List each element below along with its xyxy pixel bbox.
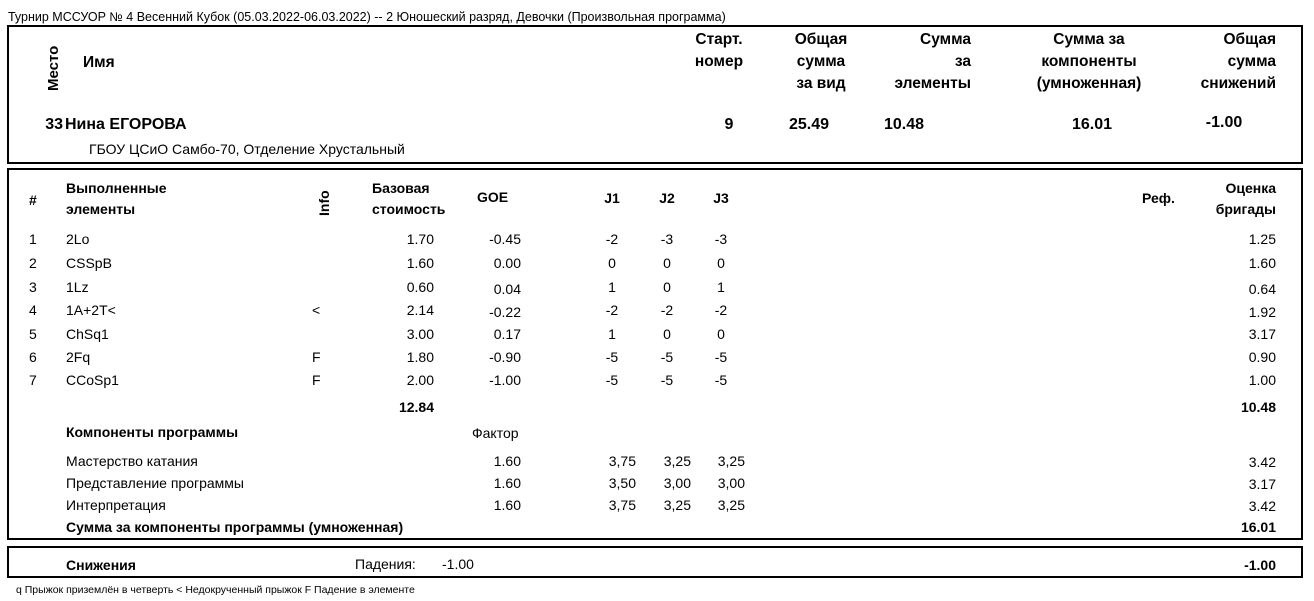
total-deductions-header: Общая сумма снижений: [1200, 31, 1276, 92]
falls-value: -1.00: [442, 556, 474, 572]
element-name: 2Lo: [66, 231, 90, 247]
component-factor: 1.60: [493, 453, 521, 469]
j2-header: J2: [659, 190, 675, 206]
element-goe: -0.22: [489, 304, 521, 320]
element-j3: 0: [717, 255, 725, 271]
element-name: CSSpB: [66, 255, 112, 271]
element-j3: 1: [717, 279, 725, 295]
component-name: Интерпретация: [66, 497, 166, 513]
element-score: 0.90: [1248, 349, 1276, 365]
element-goe: 0.17: [493, 326, 521, 342]
elements-score-total: 10.48: [1240, 399, 1276, 415]
element-j1: -2: [605, 231, 619, 247]
components-header: Компоненты программы: [66, 424, 239, 440]
element-j1: -5: [605, 372, 619, 388]
elements-base-total: 12.84: [398, 399, 434, 415]
competition-title: Турнир МССУОР № 4 Весенний Кубок (05.03.2022-06.03.2022) -- 2 Юношеский разряд, Девочки (Произвольная программа): [8, 10, 726, 24]
skater-start-no: 9: [724, 116, 734, 133]
element-score: 0.64: [1248, 281, 1276, 297]
name-header: Имя: [83, 54, 115, 71]
element-j2: 0: [663, 255, 671, 271]
element-num: 4: [29, 302, 37, 318]
elements-header: Выполненные элементы: [66, 180, 167, 217]
element-goe: -0.90: [489, 349, 521, 365]
skater-place: 33: [45, 116, 63, 133]
element-base: 3.00: [406, 326, 434, 342]
element-score: 3.17: [1248, 326, 1276, 342]
skater-name: Нина ЕГОРОВА: [65, 116, 187, 133]
component-j2: 3,25: [663, 497, 691, 513]
element-base: 1.70: [406, 231, 434, 247]
element-num: 6: [29, 349, 37, 365]
element-base: 2.00: [406, 372, 434, 388]
element-score: 1.92: [1248, 304, 1276, 320]
component-factor: 1.60: [493, 475, 521, 491]
element-j3: 0: [717, 326, 725, 342]
component-j3: 3,25: [717, 453, 745, 469]
total-components-header: Сумма за компоненты (умноженная): [1036, 31, 1142, 92]
element-base: 1.80: [406, 349, 434, 365]
element-name: 1A+2T<: [66, 302, 116, 318]
place-header: Место: [45, 45, 62, 91]
start-no-header: Старт. номер: [694, 31, 744, 70]
element-name: CCoSp1: [66, 372, 119, 388]
element-j1: 0: [608, 255, 616, 271]
element-score: 1.60: [1248, 255, 1276, 271]
element-base: 1.60: [406, 255, 434, 271]
skater-club: ГБОУ ЦСиО Самбо-70, Отделение Хрустальный: [89, 141, 405, 157]
details-box: [7, 168, 1303, 540]
goe-header: GOE: [477, 189, 509, 205]
components-total-score: 16.01: [1240, 519, 1276, 535]
element-j2: -5: [660, 349, 674, 365]
components-total-label: Сумма за компоненты программы (умноженная): [66, 519, 404, 535]
element-j2: -3: [660, 231, 674, 247]
element-goe: 0.00: [493, 255, 521, 271]
component-score: 3.42: [1248, 454, 1276, 470]
element-j1: 1: [608, 326, 616, 342]
component-j1: 3,50: [608, 475, 636, 491]
component-j3: 3,25: [717, 497, 745, 513]
legend: q Прыжок приземлён в четверть < Недокрученный прыжок F Падение в элементе: [16, 584, 415, 596]
component-j1: 3,75: [608, 453, 636, 469]
element-name: 2Fq: [66, 349, 91, 365]
element-j3: -3: [714, 231, 728, 247]
element-info: <: [312, 302, 321, 318]
element-goe: -0.45: [489, 231, 521, 247]
deductions-label: Снижения: [66, 557, 136, 573]
component-j1: 3,75: [608, 497, 636, 513]
component-name: Мастерство катания: [66, 453, 198, 469]
summary-box: [7, 25, 1303, 164]
element-j2: 0: [663, 326, 671, 342]
base-header: Базовая стоимость: [372, 180, 446, 217]
skater-total-components: 16.01: [1071, 116, 1113, 133]
element-base: 2.14: [406, 302, 434, 318]
element-num: 7: [29, 372, 37, 388]
element-j3: -5: [714, 372, 728, 388]
component-score: 3.42: [1248, 498, 1276, 514]
element-num: 3: [29, 279, 37, 295]
element-j3: -5: [714, 349, 728, 365]
element-j2: -2: [660, 302, 674, 318]
falls-label: Падения:: [355, 556, 416, 572]
skater-total-elements: 10.48: [883, 116, 925, 133]
element-j1: 1: [608, 279, 616, 295]
j3-header: J3: [713, 190, 729, 206]
element-j1: -2: [605, 302, 619, 318]
skater-total-deductions: -1.00: [1205, 114, 1243, 131]
j1-header: J1: [604, 190, 620, 206]
element-info: F: [312, 372, 321, 388]
component-factor: 1.60: [493, 497, 521, 513]
element-score: 1.25: [1248, 231, 1276, 247]
component-name: Представление программы: [66, 475, 244, 491]
element-score: 1.00: [1248, 372, 1276, 388]
element-num: 1: [29, 231, 37, 247]
deductions-box: [7, 546, 1303, 578]
element-j2: 0: [663, 279, 671, 295]
skater-total-segment: 25.49: [788, 116, 830, 133]
element-num: 2: [29, 255, 37, 271]
component-j2: 3,25: [663, 453, 691, 469]
info-header: Info: [316, 190, 332, 216]
component-j2: 3,00: [663, 475, 691, 491]
element-j1: -5: [605, 349, 619, 365]
element-j3: -2: [714, 302, 728, 318]
element-name: ChSq1: [66, 326, 109, 342]
total-elements-header: Сумма за элементы: [894, 31, 971, 92]
element-j2: -5: [660, 372, 674, 388]
ref-header: Реф.: [1142, 190, 1175, 206]
panel-header: Оценка бригады: [1215, 180, 1276, 217]
element-goe: 0.04: [493, 281, 521, 297]
element-num: 5: [29, 326, 37, 342]
element-base: 0.60: [406, 279, 434, 295]
deductions-total: -1.00: [1244, 557, 1276, 573]
element-goe: -1.00: [489, 372, 521, 388]
num-header: #: [29, 192, 37, 208]
element-info: F: [312, 349, 321, 365]
total-segment-header: Общая сумма за вид: [794, 31, 848, 92]
element-name: 1Lz: [66, 279, 89, 295]
component-score: 3.17: [1248, 476, 1276, 492]
component-j3: 3,00: [717, 475, 745, 491]
factor-header: Фактор: [472, 425, 519, 441]
